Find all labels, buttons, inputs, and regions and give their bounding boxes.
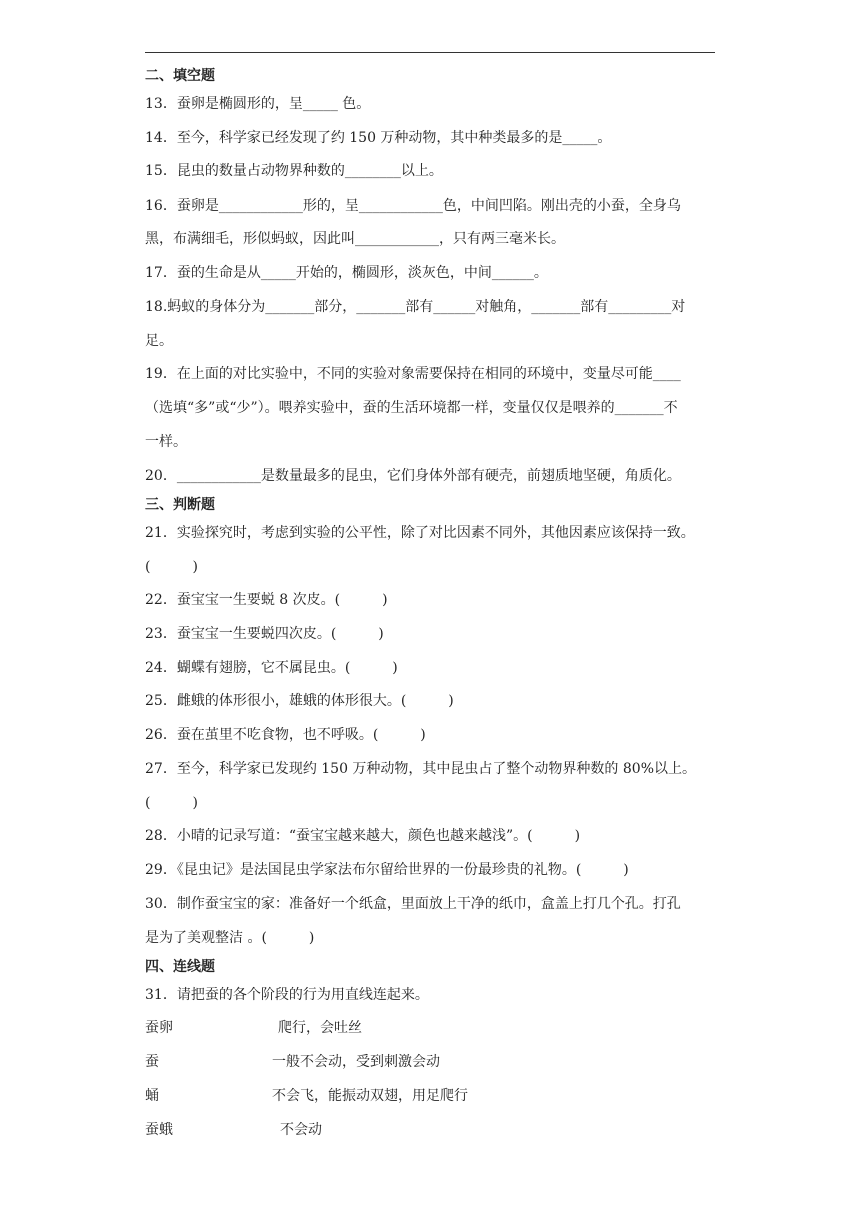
question-17: 17．蚕的生命是从_____开始的，椭圆形，淡灰色，中间______。	[145, 265, 548, 281]
question-28: 28．小晴的记录写道：“蚕宝宝越来越大，颜色也越来越浅”。( )	[145, 828, 581, 844]
behavior-does-not-move: 不会动	[280, 1122, 322, 1138]
question-27-line1: 27．至今，科学家已发现约 150 万种动物，其中昆虫占了整个动物界种数的 80%以上。	[145, 761, 697, 777]
question-22: 22．蚕宝宝一生要蜕 8 次皮。( )	[145, 592, 388, 608]
question-25: 25．雌蛾的体形很小，雄蛾的体形很大。( )	[145, 693, 454, 709]
behavior-moves-when-stimulated: 一般不会动，受到刺激会动	[272, 1054, 440, 1070]
question-31: 31．请把蚕的各个阶段的行为用直线连起来。	[145, 987, 429, 1003]
question-24: 24．蝴蝶有翅膀，它不属昆虫。( )	[145, 660, 398, 676]
question-30-line1: 30．制作蚕宝宝的家：准备好一个纸盒，里面放上干净的纸巾，盒盖上打几个孔。打孔	[145, 896, 681, 912]
question-27-answer-bracket: ( )	[145, 795, 198, 811]
question-13: 13．蚕卵是椭圆形的，呈_____ 色。	[145, 96, 371, 112]
top-divider	[145, 52, 715, 53]
section-heading-fill-blank: 二、填空题	[145, 68, 215, 84]
behavior-flutter-wings: 不会飞，能振动双翅，用足爬行	[272, 1088, 468, 1104]
question-16-line2: 黑，布满细毛，形似蚂蚁，因此叫____________，只有两三毫米长。	[145, 231, 565, 247]
question-21-line1: 21．实验探究时，考虑到实验的公平性，除了对比因素不同外，其他因素应该保持一致。	[145, 525, 695, 541]
question-20: 20．____________是数量最多的昆虫，它们身体外部有硬壳，前翅质地坚硬，角质化。	[145, 468, 681, 484]
question-26: 26．蚕在茧里不吃食物，也不呼吸。( )	[145, 727, 426, 743]
question-16-line1: 16．蚕卵是____________形的，呈____________色，中间凹陷。刚出壳的小蚕，全身乌	[145, 198, 681, 214]
question-18-line1: 18.蚂蚁的身体分为_______部分，_______部有______对触角，_______部有_________对	[145, 299, 686, 315]
question-15: 15．昆虫的数量占动物界种数的________以上。	[145, 163, 443, 179]
question-19-line3: 一样。	[145, 434, 187, 450]
section-heading-true-false: 三、判断题	[145, 497, 215, 513]
stage-moth: 蚕蛾	[145, 1122, 173, 1138]
stage-egg: 蚕卵	[145, 1020, 173, 1036]
question-14: 14．至今，科学家已经发现了约 150 万种动物，其中种类最多的是_____。	[145, 130, 612, 146]
stage-silkworm: 蚕	[145, 1054, 159, 1070]
question-30-line2: 是为了美观整洁 。( )	[145, 930, 315, 946]
question-21-answer-bracket: ( )	[145, 559, 198, 575]
stage-pupa: 蛹	[145, 1088, 159, 1104]
question-19-line1: 19．在上面的对比实验中，不同的实验对象需要保持在相同的环境中，变量尽可能____	[145, 366, 681, 382]
question-29: 29．《昆虫记》是法国昆虫学家法布尔留给世界的一份最珍贵的礼物。( )	[145, 862, 629, 878]
question-23: 23．蚕宝宝一生要蜕四次皮。( )	[145, 626, 384, 642]
section-heading-matching: 四、连线题	[145, 959, 215, 975]
question-19-line2: （选填“多”或“少”）。喂养实验中，蚕的生活环境都一样，变量仅仅是喂养的_______不	[145, 400, 678, 416]
question-18-line2: 足。	[145, 333, 173, 349]
behavior-crawl-spin-silk: 爬行，会吐丝	[278, 1020, 362, 1036]
